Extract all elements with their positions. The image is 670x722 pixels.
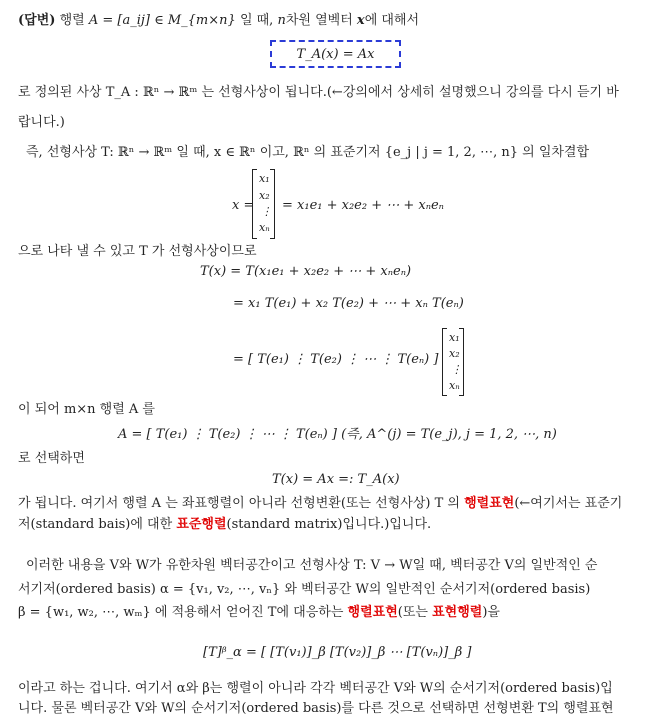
bracket-right (459, 328, 464, 396)
text: (←여기서는 표준기 (514, 496, 623, 511)
vec-entry: x₂ (259, 189, 270, 202)
equation-2: = x₁ T(e₁) + x₂ T(e₂) + ⋯ + xₙ T(eₙ) (233, 296, 464, 311)
highlight-term: 표준행렬 (176, 517, 227, 532)
highlight-term: 표현행렬 (432, 605, 483, 620)
p3-line-3 (18, 604, 500, 622)
vec-entry: x₁ (259, 172, 270, 185)
highlight-term: 행렬표현 (464, 496, 515, 511)
math-inline: x (356, 13, 365, 28)
x-rhs: = x₁e₁ + x₂e₂ + ⋯ + xₙeₙ (282, 198, 444, 213)
equation-1: T(x) = T(x₁e₁ + x₂e₂ + ⋯ + xₙeₙ) (200, 264, 412, 279)
answer-line-3: 랍니다.) (18, 115, 65, 130)
text: β = {w₁, w₂, ⋯, wₘ} 에 적용해서 얻어진 T에 대응하는 (18, 605, 348, 620)
text: (또는 (397, 605, 433, 620)
text: 행렬 (59, 13, 85, 28)
bracket-right (270, 169, 275, 239)
text: 에 대해서 (364, 13, 420, 28)
vec-entry: x₁ (449, 331, 460, 344)
text: (standard matrix)입니다.)입니다. (226, 517, 432, 532)
p3-line-4: 이라고 하는 겁니다. 여기서 α와 β는 행렬이 아니라 각각 벡터공간 V와 W의 순서기저(ordered basis)입 (18, 681, 613, 696)
p2-line-6 (18, 516, 431, 534)
p3-line-2: 서기저(ordered basis) α = {v₁, v₂, ⋯, vₙ} 와 벡터공간 W의 일반적인 순서기저(ordered basis) (18, 582, 591, 597)
math-inline: A = [a_ij] ∈ M_{m×n} (88, 13, 236, 28)
x-lhs: x = (232, 198, 255, 213)
p2-line-2: 으로 나타 낼 수 있고 T 가 선형사상이므로 (18, 244, 257, 259)
text: 일 때, (239, 13, 274, 28)
vec-entry: ⋮ (261, 205, 272, 218)
equation-6: [T]ᵝ_α = [ [T(v₁)]_β [T(v₂)]_β ⋯ [T(vₙ)]_β ] (203, 645, 472, 660)
p2-line-3: 이 되어 m×n 행렬 A 를 (18, 402, 155, 417)
boxed-definition: T_A(x) = Ax (270, 40, 401, 68)
vec-entry: ⋮ (451, 363, 462, 376)
answer-line-1 (18, 12, 419, 30)
text: 차원 열벡터 (285, 13, 353, 28)
p2-line-4: 로 선택하면 (18, 451, 85, 466)
highlight-term: 행렬표현 (347, 605, 398, 620)
equation-4: A = [ T(e₁) ⋮ T(e₂) ⋮ ⋯ ⋮ T(eₙ) ] (즉, A^(j) = T(e_j), j = 1, 2, ⋯, n) (118, 427, 557, 442)
vec-entry: xₙ (259, 221, 270, 234)
vec-entry: xₙ (449, 379, 460, 392)
p3-line-5: 니다. 물론 벡터공간 V와 W의 순서기저(ordered basis)를 다른 것으로 선택하면 선형변환 T의 행렬표현 (18, 701, 614, 716)
bracket-left (442, 328, 447, 396)
text: )을 (482, 605, 500, 620)
vec-entry: x₂ (449, 347, 460, 360)
equation-3: = [ T(e₁) ⋮ T(e₂) ⋮ ⋯ ⋮ T(eₙ) ] (233, 352, 439, 367)
p3-line-1: 이러한 내용을 V와 W가 유한차원 벡터공간이고 선형사상 T: V → W일 때, 벡터공간 V의 일반적인 순 (26, 558, 598, 573)
equation-5: T(x) = Ax =: T_A(x) (272, 472, 400, 487)
bracket-left (252, 169, 257, 239)
p2-line-1: 즉, 선형사상 T: ℝⁿ → ℝᵐ 일 때, x ∈ ℝⁿ 이고, ℝⁿ 의 표준기저 {e_j | j = 1, 2, ⋯, n} 의 일차결합 (26, 145, 590, 160)
answer-line-2: 로 정의된 사상 T_A : ℝⁿ → ℝᵐ 는 선형사상이 됩니다.(←강의에서 상세히 설명했으니 강의를 다시 듣기 바 (18, 85, 619, 100)
p2-line-5 (18, 495, 622, 513)
answer-label: (답변) (18, 13, 56, 28)
text: 저(standard bais)에 대한 (18, 517, 177, 532)
text: 가 됩니다. 여기서 행렬 A 는 좌표행렬이 아니라 선형변환(또는 선형사상) T 의 (18, 496, 465, 511)
math-inline: n (277, 13, 286, 28)
